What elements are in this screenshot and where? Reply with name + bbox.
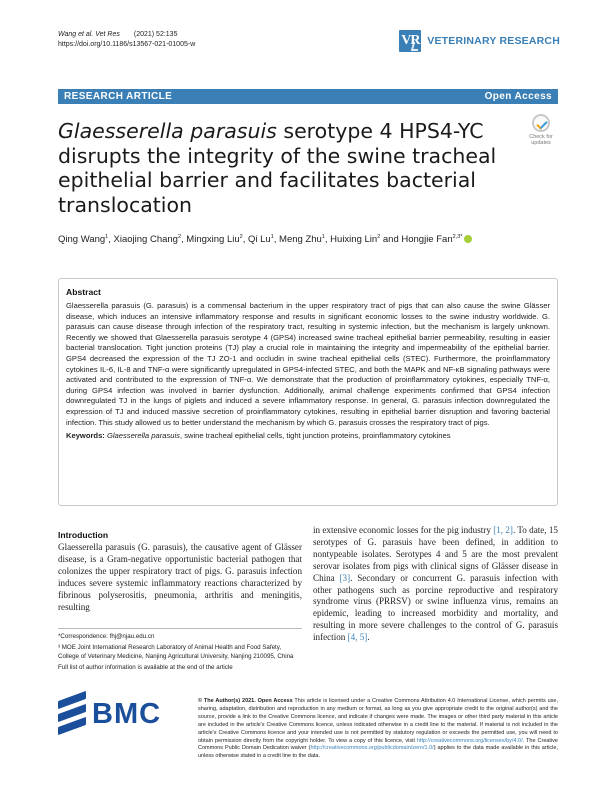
bmc-logo-icon	[58, 694, 86, 734]
author-affiliation-mark: 2,3*	[452, 233, 463, 240]
keywords-species: Glaesserella parasuis	[106, 431, 180, 441]
running-header	[58, 30, 195, 50]
bmc-logo	[58, 694, 161, 734]
author-name: Hongjie Fan	[401, 234, 453, 245]
journal-logo-text: VETERINARY RESEARCH	[427, 35, 560, 47]
license-statement: © The Author(s) 2021. Open Access This article is licensed under a Creative Commons Attribution 4.0 International License, which permits use, sharing, adaptation, distribution and reproduction in any medium or format, as long as you give appropriate credit to the original author(s) and the source, provide a link to the Creative Commons licence, and indicate if changes were made. The images or other third party material in this article are included in the article's Creative Commons licence, unless indicated otherwise in a credit line to the material. If material is not included in the article's Creative Commons licence and your intended use is not permitted by statutory regulation or exceeds the permitted use, you will need to obtain permission directly from the copyright holder. To view a copy of this licence, visit http://creativecommons.org/licenses/by/4.0/. The Creative Commons Public Domain Dedication waiver (http://creativecommons.org/publicdomain/zero/1.0/) applies to the data made available in this article, unless otherwise stated in a credit line to the data.	[198, 698, 558, 760]
author-affiliation-mark: 1	[270, 233, 274, 240]
author-name: Huixing Lin	[330, 234, 378, 245]
correspondence: *Correspondence: fhj@njau.edu.cn	[58, 633, 155, 640]
vr-logo-icon: VR	[399, 30, 421, 52]
intro-heading: Introduction	[58, 530, 109, 540]
intro-paragraph-left: Glaesserella parasuis (G. parasuis), the causative agent of Glässer disease, is a Gram-negative opportunistic bacterial pathogen that colonizes the upper respiratory tract of pigs. G. parasuis infection induces severe systemic inflammatory reactions characterized by fibrinous polyserositis, pneumonia, arthritis and meningitis, resulting	[58, 542, 302, 612]
check-updates-icon	[532, 114, 550, 132]
title-species: Glaesserella parasuis	[58, 119, 277, 143]
keywords-label: Keywords:	[66, 431, 105, 441]
check-for-updates-button[interactable]	[525, 114, 557, 146]
abstract-text: Glaesserella parasuis (G. parasuis) is a commensal bacterium in the upper respiratory tract of pigs that can also cause the swine Glässer disease, which induces an intensive inflammatory response and results in significant economic losses to the swine industry worldwide. G. parasuis can cause disease through infection of the respiratory tract, resulting in systemic infection, but the mechanism is largely unknown. Recently we showed that Glaesserella parasuis serotype 4 (GPS4) increased swine tracheal epithelial barrier permeability, resulting in easier bacterial translocation. Tight junction proteins (TJ) play a crucial role in maintaining the integrity and impermeability of the epithelial barrier. GPS4 decreased the expression of the TJ ZO-1 and occludin in swine tracheal epithelial cells (STEC). Furthermore, the proinflammatory cytokines IL-6, IL-8 and TNF-α were significantly upregulated in GPS4-infected STEC, and both the MAPK and NF-κB signaling pathways were activated and contributed to the expression of TNF-α. We demonstrate that the production of proinflammatory cytokines, especially TNF-α, during GPS4 infection was involved in barrier dysfunction. Additionally, animal challenge experiments confirmed that GPS4 infection downregulated TJ in the lungs of piglets and induced a severe inflammatory response. In general, G. parasuis infection downregulated the expression of TJ and induced massive secretion of proinflammatory cytokines, resulting in epithelial barrier disruption and favoring bacterial infection. This study allowed us to better understand the mechanism by which G. parasuis crosses the respiratory tract of pigs.	[66, 301, 550, 427]
intro-column-left	[58, 530, 302, 613]
check-updates-label: Check for updates	[529, 134, 553, 146]
footnote-divider	[58, 628, 302, 629]
author-list: Qing Wang$^1$, Xiaojing Chang$^2$, Mingxing Liu$^2$, Qi Lu$^1$, Meng Zhu$^1$, Huixing Lin$^2$ and Hongjie Fan$^{2,3*}$	[58, 233, 558, 246]
keywords	[66, 431, 550, 442]
abstract-heading: Abstract	[66, 287, 101, 297]
intro-paragraph-right: in extensive economic losses for the pig industry [1, 2]. To date, 15 serotypes of G. parasuis have been defined, in addition to nontypeable isolates. Serotypes 4 and 5 are the most prevalent serovar isolates from pigs with clinical signs of Glässer disease in China [3]. Secondary or concurrent G. parasuis infection with other pathogens such as porcine reproductive and respiratory syndrome virus (PRRSV) or swine influenza virus, remains an epidemic, leading to increased morbidity and mortality, and resulting in more severe challenges to the control of G. parasuis infection [4, 5].	[313, 525, 558, 643]
license-link[interactable]: http://creativecommons.org/licenses/by/4.0/	[416, 737, 523, 744]
author-name: Mingxing Liu	[186, 234, 240, 245]
author-name: Qing Wang	[58, 234, 106, 245]
author-affiliation-mark: 1	[105, 233, 109, 240]
intro-column-right	[313, 525, 558, 644]
affiliation: ³ MOE Joint International Research Laboratory of Animal Health and Food Safety, College of Veterinary Medicine, Nanjing Agricultural University, Nanjing 210095, China	[58, 644, 294, 660]
title-rest: serotype 4 HPS4-YC disrupts the integrity of the swine tracheal epithelial barrier and facilitates bacterial translocation	[58, 119, 497, 217]
journal-name: Wang et al. Vet Res	[58, 31, 120, 38]
public-domain-link[interactable]: http://creativecommons.org/publicdomain/zero/1.0/	[310, 745, 434, 752]
orcid-icon[interactable]	[464, 235, 472, 243]
article-type-label: RESEARCH ARTICLE	[64, 91, 173, 102]
author-name: Qi Lu	[247, 234, 271, 245]
citation-link[interactable]: [4, 5]	[347, 632, 368, 643]
article-title	[58, 119, 518, 217]
journal-logo	[399, 30, 560, 52]
author-affiliation-mark: 2	[377, 233, 381, 240]
author-name: Meng Zhu	[279, 234, 322, 245]
article-type-bar	[58, 89, 558, 104]
open-access-label: Open Access	[484, 91, 552, 102]
keywords-rest: , swine tracheal epithelial cells, tight junction proteins, proinflammatory cytokines	[179, 431, 451, 441]
footnotes	[58, 633, 302, 675]
citation-link[interactable]: [1, 2]	[493, 525, 513, 535]
author-affiliation-mark: 2	[177, 233, 182, 240]
doi-link[interactable]: https://doi.org/10.1186/s13567-021-01005-w	[58, 41, 196, 48]
author-affiliation-mark: 2	[239, 233, 243, 240]
abstract-box	[58, 278, 558, 506]
author-affiliation-mark: 1	[321, 233, 325, 240]
year-volume: (2021) 52:135	[133, 31, 178, 38]
author-name: Xiaojing Chang	[113, 234, 178, 245]
citation-link[interactable]: [3]	[339, 572, 351, 583]
bmc-logo-text: BMC	[92, 697, 162, 730]
author-info-note: Full list of author information is available at the end of the article	[58, 663, 233, 671]
